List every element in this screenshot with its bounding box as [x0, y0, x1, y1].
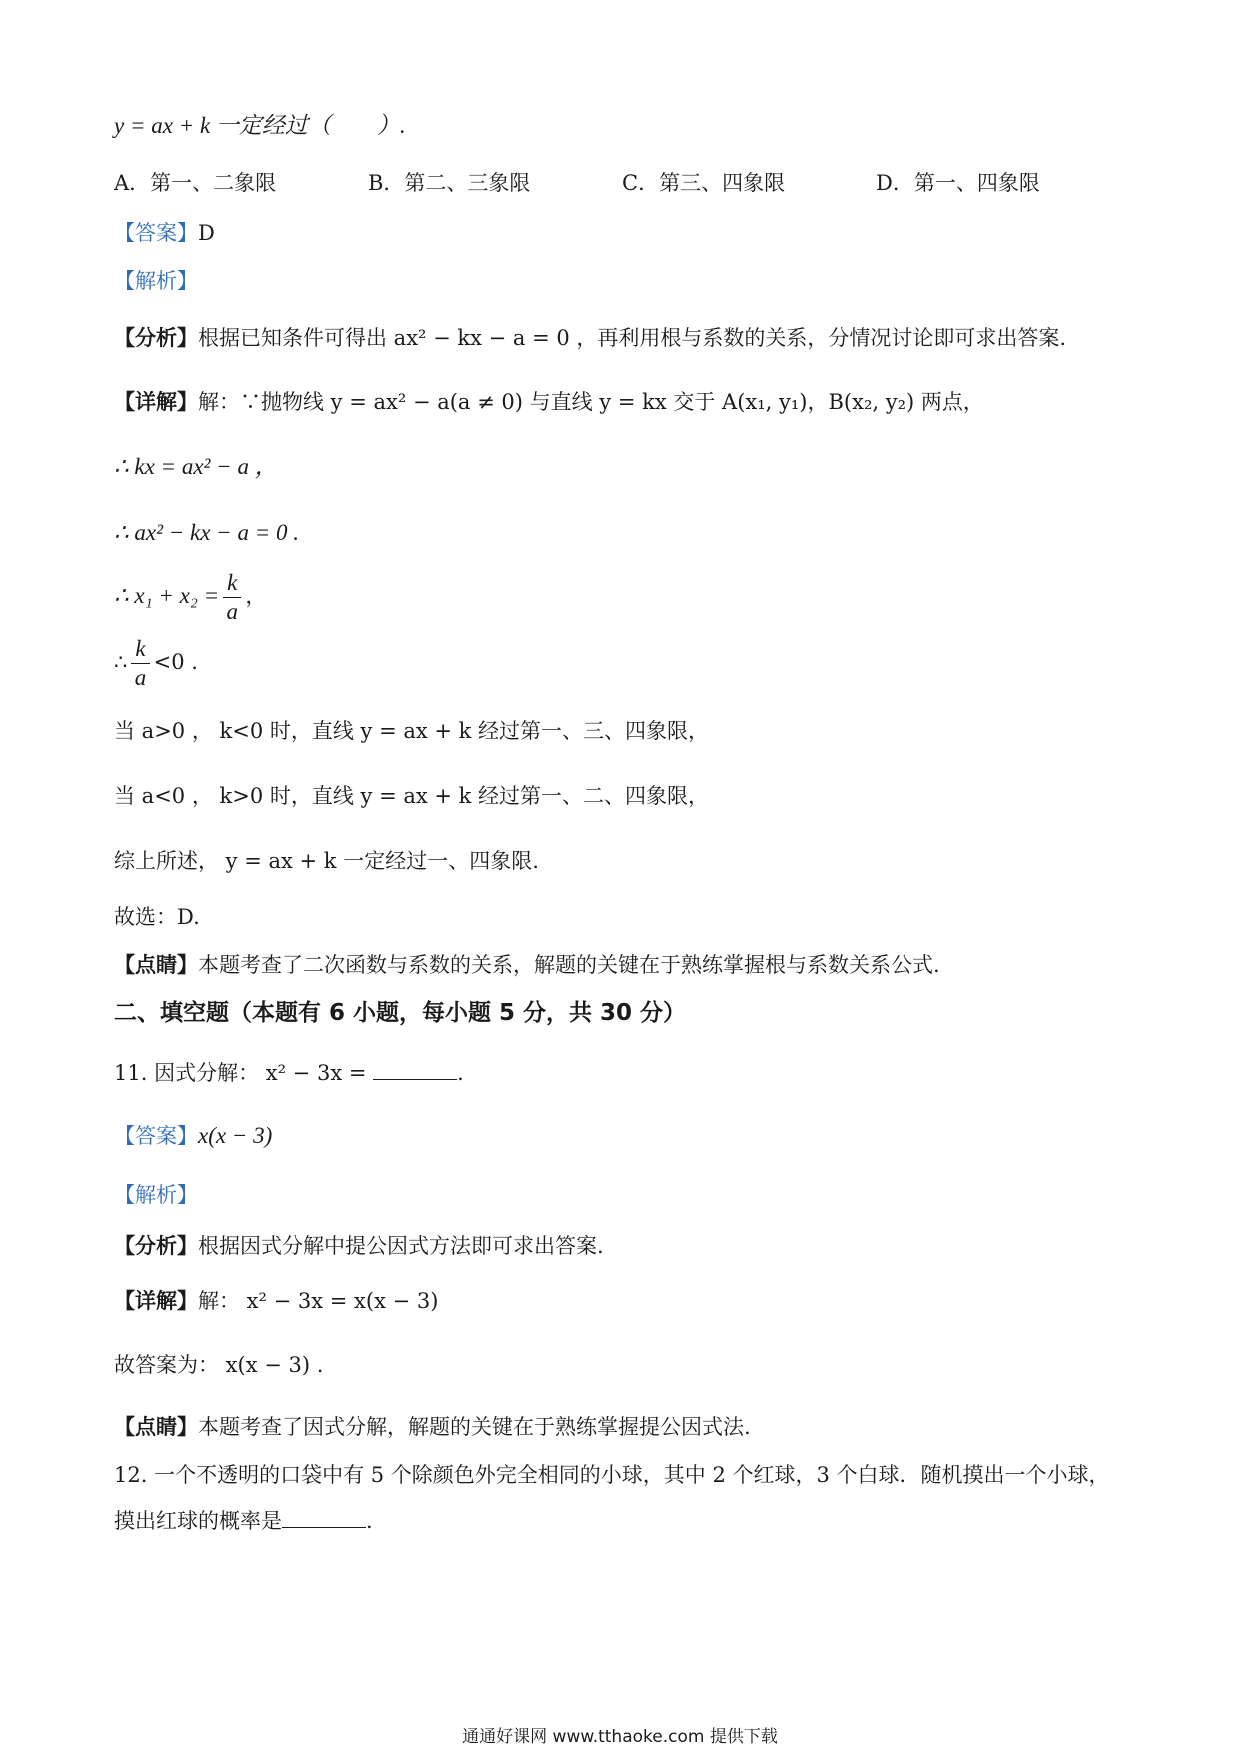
q10-step1 — [114, 452, 278, 482]
q11-conclusion — [114, 1350, 323, 1380]
case2-text: 当 a<0 ， k>0 时，直线 y = ax + k 经过第一、二、四象限， — [114, 784, 710, 808]
fenxi-text: 根据已知条件可得出 ax² − kx − a = 0 ，再利用根与系数的关系，分情况讨论即可求出答案. — [198, 326, 1067, 350]
q11-fenxi — [114, 1231, 604, 1261]
q11-stem-text: 11. 因式分解： x² − 3x = — [114, 1061, 367, 1085]
q10-option-a: A．第一、二象限 — [114, 171, 277, 195]
answer-blank — [373, 1059, 457, 1080]
q11-stem-end: . — [457, 1061, 464, 1085]
q11-xiangjie — [114, 1286, 438, 1316]
page-footer: 通通好课网 www.tthaoke.com 提供下载 — [462, 1727, 778, 1747]
q10-analysis-label — [114, 266, 198, 296]
xiangjie-label: 【详解】 — [114, 389, 198, 414]
fenxi-label: 【分析】 — [114, 1233, 198, 1258]
step3-prefix: ∴ x₁ + x₂ = — [114, 583, 220, 608]
step4-prefix: ∴ — [114, 650, 128, 674]
q12-stem-line1 — [114, 1460, 1110, 1490]
analysis-label: 【解析】 — [114, 269, 198, 293]
fraction-denominator: a — [134, 665, 147, 690]
answer-label: 【答案】 — [114, 221, 198, 245]
dianjing-label: 【点睛】 — [114, 952, 198, 977]
q10-choice — [114, 902, 200, 932]
q10-step2 — [114, 518, 299, 548]
xiangjie-text: 解： x² − 3x = x(x − 3) — [198, 1289, 439, 1313]
fraction-numerator: k — [131, 635, 149, 664]
answer-value: D — [198, 221, 215, 245]
xiangjie-label: 【详解】 — [114, 1288, 198, 1313]
fenxi-text: 根据因式分解中提公因式方法即可求出答案. — [198, 1234, 604, 1258]
q11-analysis-label — [114, 1180, 198, 1210]
fraction-numerator: k — [223, 569, 241, 598]
q10-summary — [114, 846, 539, 876]
step4-suffix: <0 . — [153, 650, 198, 674]
choice-text: 故选：D. — [114, 905, 200, 929]
q10-option-b: B．第二、三象限 — [368, 171, 531, 195]
q10-option-d: D．第一、四象限 — [876, 171, 1040, 195]
step2-text: ∴ ax² − kx − a = 0 . — [114, 520, 299, 545]
answer-blank — [282, 1507, 366, 1528]
q10-dianjing — [114, 950, 940, 980]
q11-answer — [114, 1121, 272, 1151]
section-heading: 二、填空题（本题有 6 小题，每小题 5 分，共 30 分） — [114, 1000, 687, 1026]
answer-value: x(x − 3) — [198, 1123, 273, 1148]
q10-case2 — [114, 781, 709, 811]
step1-text: ∴ kx = ax² − a ， — [114, 454, 278, 479]
q10-step4 — [114, 634, 198, 692]
q10-options — [114, 168, 1040, 198]
q10-case1 — [114, 716, 709, 746]
dianjing-text: 本题考查了因式分解，解题的关键在于熟练掌握提公因式法. — [198, 1415, 751, 1439]
step3-fraction — [223, 569, 241, 626]
case1-text: 当 a>0 ， k<0 时，直线 y = ax + k 经过第一、三、四象限， — [114, 719, 710, 743]
summary-text: 综上所述， y = ax + k 一定经过一、四象限. — [114, 849, 539, 873]
conclusion-text: 故答案为： x(x − 3) . — [114, 1353, 324, 1377]
q12-stem-text: 12. 一个不透明的口袋中有 5 个除颜色外完全相同的小球，其中 2 个红球，3 个白球．随机摸出一个小球， — [114, 1463, 1110, 1487]
q11-stem — [114, 1058, 464, 1088]
q10-answer — [114, 218, 215, 248]
step3-suffix: ， — [245, 584, 267, 608]
q10-xiangjie — [114, 387, 984, 417]
q10-step3 — [114, 568, 266, 626]
dianjing-text: 本题考查了二次函数与系数的关系，解题的关键在于熟练掌握根与系数关系公式. — [198, 953, 940, 977]
q10-stem — [114, 111, 406, 141]
q11-dianjing — [114, 1412, 751, 1442]
fraction-denominator: a — [226, 599, 238, 624]
q12-stem-line2 — [114, 1506, 373, 1536]
q10-option-c: C．第三、四象限 — [622, 171, 786, 195]
analysis-label: 【解析】 — [114, 1183, 198, 1207]
q10-stem-text: y = ax + k 一定经过（ ）. — [114, 113, 406, 138]
step4-fraction — [131, 635, 149, 692]
dianjing-label: 【点睛】 — [114, 1414, 198, 1439]
q12-stem-text-2: 摸出红球的概率是 — [114, 1509, 282, 1533]
q10-fenxi — [114, 323, 1066, 353]
answer-label: 【答案】 — [114, 1124, 198, 1148]
fenxi-label: 【分析】 — [114, 325, 198, 350]
xiangjie-text: 解：∵抛物线 y = ax² − a(a ≠ 0) 与直线 y = kx 交于 A(x₁, y₁)，B(x₂, y₂) 两点， — [198, 390, 984, 414]
q12-stem-end: . — [366, 1509, 373, 1533]
